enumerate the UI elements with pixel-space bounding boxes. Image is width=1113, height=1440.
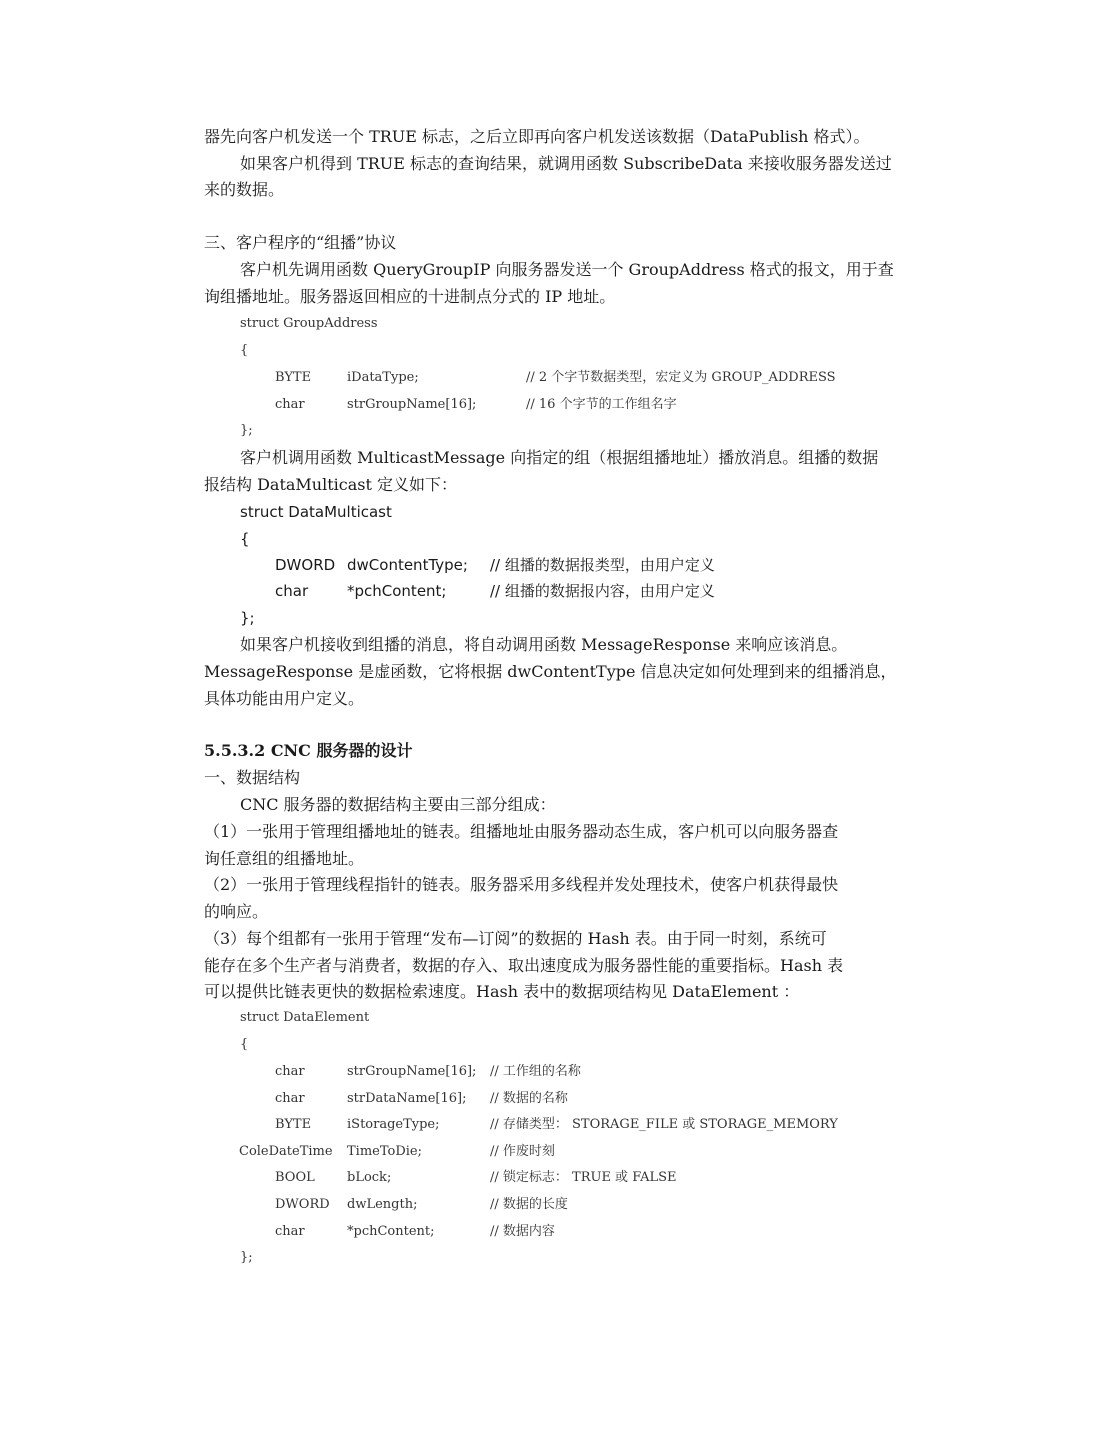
subsection-title: 一、数据结构 <box>204 768 301 787</box>
code-type: char <box>275 1091 305 1106</box>
code-field: strGroupName[16]; <box>347 1064 477 1079</box>
code-type: char <box>275 397 305 412</box>
list-item-line: 的响应。 <box>204 902 269 921</box>
section-heading: 5.5.3.2 CNC 服务器的设计 <box>204 741 413 760</box>
code-struct-header: struct DataMulticast <box>240 503 392 521</box>
list-item-line: （3）每个组都有一张用于管理“发布—订阅”的数据的 Hash 表。由于同一时刻，系统可 <box>204 929 827 948</box>
code-type: BYTE <box>275 370 312 385</box>
code-field: dwLength; <box>347 1197 418 1212</box>
code-comment: // 数据的长度 <box>490 1197 568 1212</box>
code-brace-open: { <box>240 343 249 358</box>
paragraph-line: 询组播地址。服务器返回相应的十进制点分式的 IP 地址。 <box>204 287 616 306</box>
code-brace-close: }; <box>240 423 253 438</box>
code-type: char <box>275 582 309 600</box>
code-comment: // 组播的数据报内容，由用户定义 <box>490 582 715 600</box>
paragraph-line: 如果客户机接收到组播的消息，将自动调用函数 MessageResponse 来响应该消息。 <box>240 635 848 654</box>
paragraph-line: CNC 服务器的数据结构主要由三部分组成： <box>240 795 556 814</box>
list-item-line: （1）一张用于管理组播地址的链表。组播地址由服务器动态生成，客户机可以向服务器查 <box>204 822 839 841</box>
paragraph-line: 客户机调用函数 MulticastMessage 向指定的组（根据组播地址）播放消息。组播的数据 <box>240 448 879 467</box>
code-comment: // 存储类型： STORAGE_FILE 或 STORAGE_MEMORY <box>490 1117 838 1132</box>
code-comment: // 工作组的名称 <box>490 1064 581 1079</box>
code-type: BYTE <box>275 1117 312 1132</box>
code-field: *pchContent; <box>347 582 447 600</box>
section-title: 三、客户程序的“组播”协议 <box>204 233 397 252</box>
code-type: BOOL <box>275 1170 315 1185</box>
code-brace-open: { <box>240 530 250 548</box>
code-type: char <box>275 1224 305 1239</box>
code-field: TimeToDie; <box>347 1144 422 1159</box>
code-field: *pchContent; <box>347 1224 435 1239</box>
code-comment: // 2 个字节数据类型，宏定义为 GROUP_ADDRESS <box>526 370 836 385</box>
paragraph-line: MessageResponse 是虚函数，它将根据 dwContentType 信息决定如何处理到来的组播消息， <box>204 662 897 681</box>
list-item-line: 能存在多个生产者与消费者，数据的存入、取出速度成为服务器性能的重要指标。Hash 表 <box>204 956 844 975</box>
paragraph-line: 客户机先调用函数 QueryGroupIP 向服务器发送一个 GroupAddress 格式的报文，用于查 <box>240 260 894 279</box>
list-item-line: （2）一张用于管理线程指针的链表。服务器采用多线程并发处理技术，使客户机获得最快 <box>204 875 839 894</box>
code-field: dwContentType; <box>347 556 468 574</box>
code-field: iDataType; <box>347 370 419 385</box>
paragraph-line: 器先向客户机发送一个 TRUE 标志，之后立即再向客户机发送该数据（DataPublish 格式）。 <box>204 127 870 146</box>
paragraph-line: 具体功能由用户定义。 <box>204 689 365 708</box>
paragraph-line: 报结构 DataMulticast 定义如下： <box>204 475 458 494</box>
code-type: ColeDateTime <box>239 1144 333 1159</box>
code-comment: // 锁定标志： TRUE 或 FALSE <box>490 1170 677 1185</box>
code-brace-close: }; <box>240 1250 253 1265</box>
code-struct-header: struct GroupAddress <box>240 316 378 331</box>
code-type: DWORD <box>275 1197 330 1212</box>
code-struct-header: struct DataElement <box>240 1010 370 1025</box>
code-type: DWORD <box>275 556 336 574</box>
code-field: bLock; <box>347 1170 392 1185</box>
code-comment: // 组播的数据报类型，由用户定义 <box>490 556 715 574</box>
code-brace-open: { <box>240 1037 249 1052</box>
code-type: char <box>275 1064 305 1079</box>
code-field: strGroupName[16]; <box>347 397 477 412</box>
code-comment: // 数据的名称 <box>490 1091 568 1106</box>
code-field: strDataName[16]; <box>347 1091 467 1106</box>
paragraph-line: 来的数据。 <box>204 180 285 199</box>
list-item-line: 可以提供比链表更快的数据检索速度。Hash 表中的数据项结构见 DataElement ： <box>204 982 800 1001</box>
code-comment: // 16 个字节的工作组名字 <box>526 397 677 412</box>
code-comment: // 作废时刻 <box>490 1144 555 1159</box>
code-brace-close: }; <box>240 609 255 627</box>
code-comment: // 数据内容 <box>490 1224 555 1239</box>
list-item-line: 询任意组的组播地址。 <box>204 849 365 868</box>
code-field: iStorageType; <box>347 1117 440 1132</box>
paragraph-line: 如果客户机得到 TRUE 标志的查询结果，就调用函数 SubscribeData 来接收服务器发送过 <box>240 154 892 173</box>
